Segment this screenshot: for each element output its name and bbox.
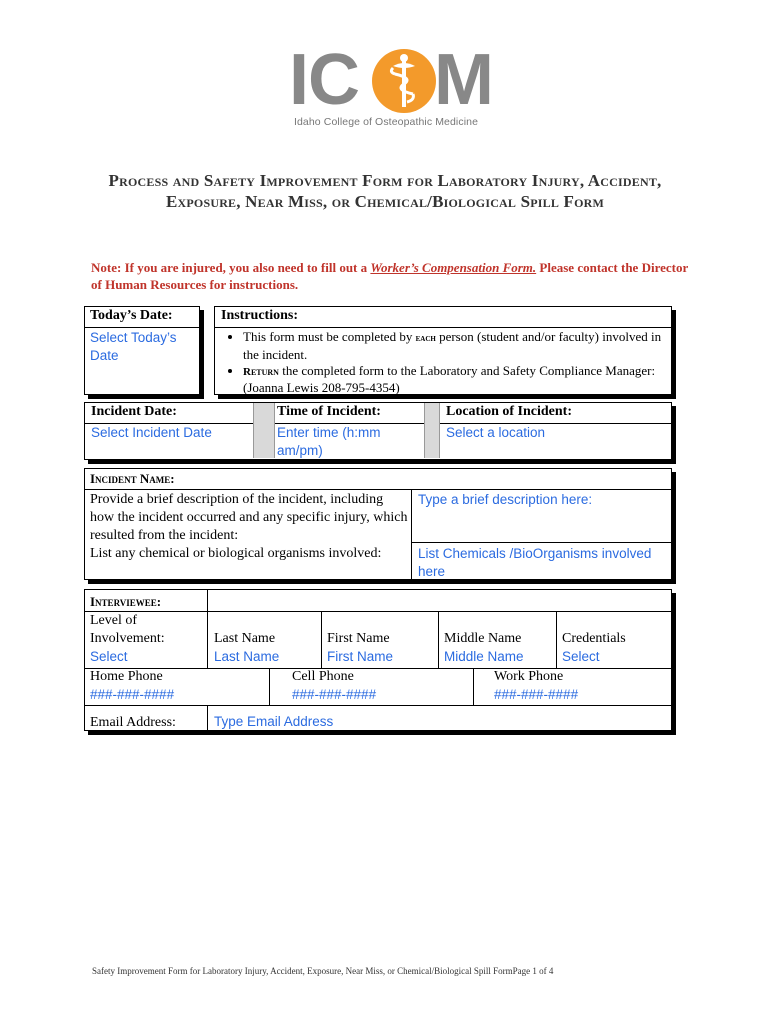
- middle-name-label: Middle Name: [444, 631, 522, 646]
- instructions-label: Instructions:: [221, 308, 299, 323]
- first-name-label: First Name: [327, 631, 390, 646]
- note-prefix: Note: If you are injured, you also need to fill out a: [91, 260, 371, 275]
- credentials-label: Credentials: [562, 631, 626, 646]
- chemicals-input[interactable]: List Chemicals /BioOrganisms involved here: [418, 546, 652, 579]
- incident-name-heading: Incident Name:: [90, 471, 175, 486]
- incident-name-table: [84, 468, 672, 580]
- incident-time-label: Time of Incident:: [277, 404, 381, 419]
- incident-details-row: [84, 402, 672, 460]
- todays-date-box: [84, 306, 200, 395]
- home-phone-label: Home Phone: [90, 669, 163, 684]
- level-of-involvement-select[interactable]: Select: [90, 649, 128, 664]
- home-phone-input[interactable]: ###-###-####: [90, 687, 175, 702]
- workers-comp-link[interactable]: Worker’s Compensation Form.: [370, 260, 537, 275]
- instructions-list: [217, 329, 663, 396]
- page-footer: Safety Improvement Form for Laboratory Injury, Accident, Exposure, Near Miss, or Chemical/Biological Spill FormPage 1 of 4: [92, 966, 554, 976]
- caduceus-logo-icon: [371, 48, 437, 114]
- todays-date-picker[interactable]: Select Today’s Date: [90, 330, 177, 363]
- icom-logo: [287, 40, 493, 134]
- work-phone-input[interactable]: ###-###-####: [494, 687, 579, 702]
- description-prompt: Provide a brief description of the incident, including how the incident occurred and any specific injury, which resulted from the incident:: [90, 492, 408, 543]
- credentials-select[interactable]: Select: [562, 649, 600, 664]
- instruction-item: • This form must be completed by each person (student and/or faculty) involved in the incident.: [243, 329, 663, 363]
- incident-location-label: Location of Incident:: [446, 404, 572, 419]
- middle-name-input[interactable]: Middle Name: [444, 649, 524, 664]
- logo-text-left: IC: [289, 40, 359, 120]
- form-title: Process and Safety Improvement Form for Laboratory Injury, Accident, Exposure, Near Miss, or Chemical/Biological Spill Form: [108, 171, 662, 211]
- last-name-label: Last Name: [214, 631, 276, 646]
- logo-subtitle: Idaho College of Osteopathic Medicine: [293, 116, 479, 128]
- incident-date-label: Incident Date:: [91, 404, 177, 419]
- incident-date-picker[interactable]: Select Incident Date: [91, 425, 212, 440]
- note-suffix: Please contact the Director of Human Resources for instructions.: [91, 260, 689, 292]
- incident-location-select[interactable]: Select a location: [446, 425, 546, 440]
- email-input[interactable]: Type Email Address: [214, 714, 334, 729]
- instructions-box: [214, 306, 672, 395]
- injury-note: [91, 259, 691, 293]
- level-of-involvement-label: Level of Involvement:: [90, 613, 165, 646]
- chemicals-prompt: List any chemical or biological organisms involved:: [90, 546, 382, 561]
- instruction-item: • Return the completed form to the Laboratory and Safety Compliance Manager: (Joanna Lewis 208-795-4354): [243, 363, 663, 396]
- description-textarea[interactable]: Type a brief description here:: [418, 492, 593, 507]
- interviewee-heading: Interviewee:: [90, 594, 162, 609]
- last-name-input[interactable]: Last Name: [214, 649, 280, 664]
- work-phone-label: Work Phone: [494, 669, 564, 684]
- todays-date-label: Today’s Date:: [90, 308, 173, 323]
- first-name-input[interactable]: First Name: [327, 649, 394, 664]
- incident-time-input[interactable]: Enter time (h:mm am/pm): [277, 425, 381, 458]
- email-label: Email Address:: [90, 715, 176, 730]
- cell-phone-input[interactable]: ###-###-####: [292, 687, 377, 702]
- interviewee-table: [84, 589, 672, 731]
- cell-phone-label: Cell Phone: [292, 669, 354, 684]
- logo-text-right: M: [434, 40, 493, 120]
